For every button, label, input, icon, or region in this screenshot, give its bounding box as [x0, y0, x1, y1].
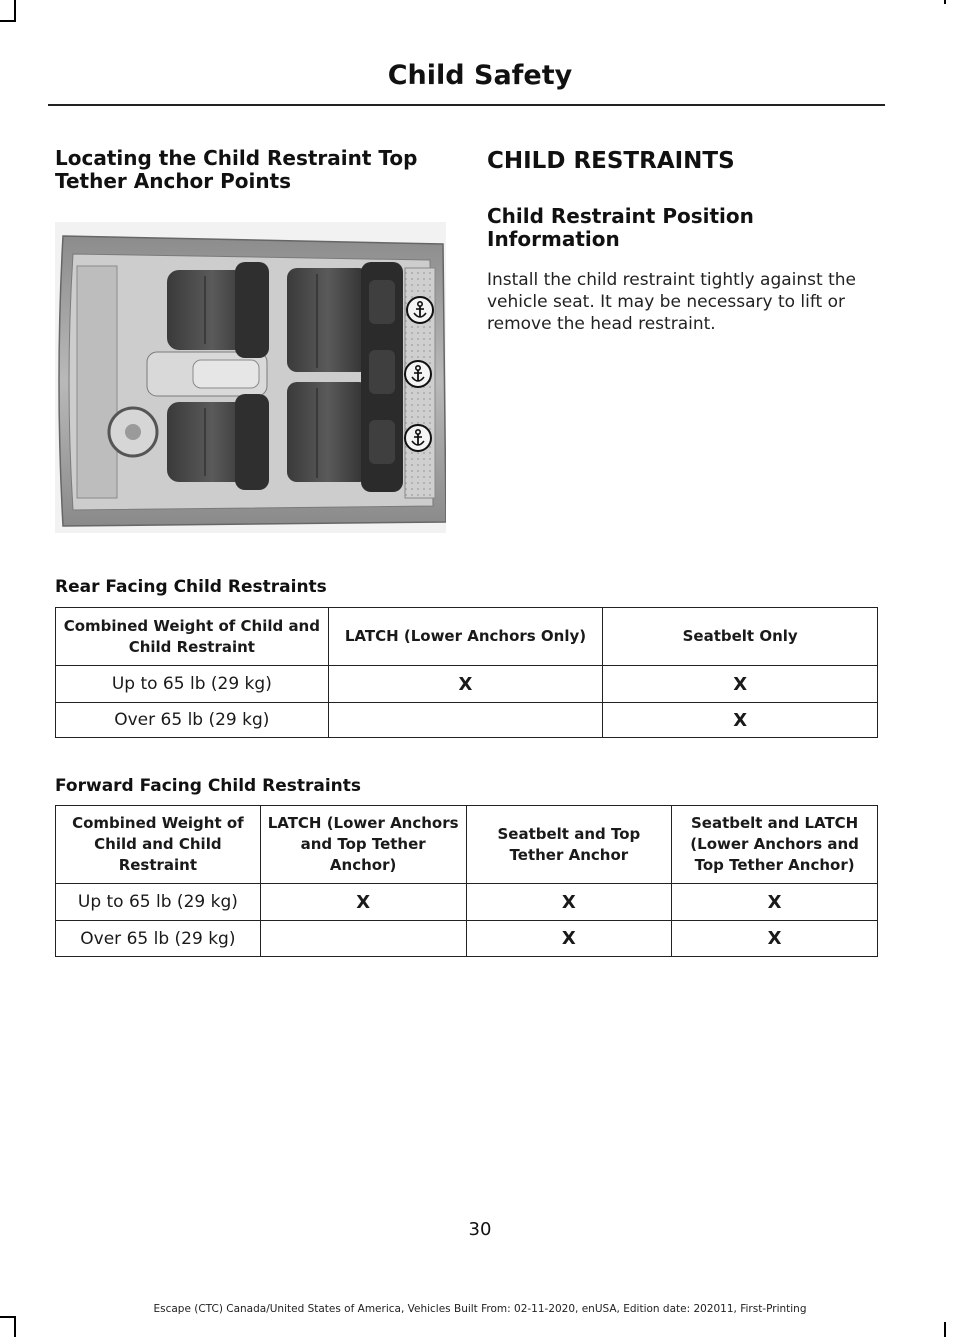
anchor-icon — [405, 361, 431, 387]
anchor-icon — [405, 425, 431, 451]
table-cell: X — [672, 921, 878, 957]
table-row — [56, 921, 878, 957]
table-cell: X — [672, 884, 878, 921]
page-number: 30 — [468, 1219, 492, 1240]
table-cell: X — [328, 666, 603, 703]
page-header-title: Child Safety — [387, 60, 573, 91]
table-cell: X — [603, 666, 878, 703]
table-cell: Over 65 lb (29 kg) — [56, 703, 329, 738]
rear-facing-table-title: Rear Facing Child Restraints — [55, 577, 327, 597]
column-header: Combined Weight of Child and Child Restraint — [56, 608, 329, 666]
column-header: Combined Weight of Child and Child Restraint — [56, 806, 261, 884]
column-header: Seatbelt Only — [603, 608, 878, 666]
column-header: LATCH (Lower Anchors and Top Tether Anchor) — [260, 806, 466, 884]
table-cell — [260, 921, 466, 957]
page-footer: Escape (CTC) Canada/United States of America, Vehicles Built From: 02-11-2020, enUSA, Edition date: 202011, First-Printing — [153, 1303, 807, 1315]
install-instructions-paragraph: Install the child restraint tightly against the vehicle seat. It may be necessary to lift or remove the head restraint. — [487, 270, 856, 334]
section-heading-tether-anchors: Locating the Child Restraint Top Tether Anchor Points — [55, 146, 418, 193]
rear-facing-table — [55, 607, 878, 738]
column-header: LATCH (Lower Anchors Only) — [328, 608, 603, 666]
forward-facing-table — [55, 805, 878, 957]
crop-mark-top-left-v — [14, 0, 16, 22]
table-row — [56, 666, 878, 703]
crop-mark-top-left-h — [0, 20, 16, 22]
crop-mark-bottom-left-v — [14, 1318, 16, 1337]
table-cell — [328, 703, 603, 738]
anchor-icon — [407, 297, 433, 323]
subheading-position-information: Child Restraint Position Information — [487, 204, 754, 251]
column-header: Seatbelt and LATCH (Lower Anchors and Top Tether Anchor) — [672, 806, 878, 884]
header-divider — [48, 104, 885, 106]
table-row — [56, 884, 878, 921]
table-cell: Up to 65 lb (29 kg) — [56, 666, 329, 703]
table-cell: X — [260, 884, 466, 921]
crop-mark-bottom-left-h — [0, 1316, 16, 1318]
column-header: Seatbelt and Top Tether Anchor — [466, 806, 672, 884]
table-cell: X — [466, 884, 672, 921]
table-cell: X — [466, 921, 672, 957]
table-cell: Up to 65 lb (29 kg) — [56, 884, 261, 921]
table-header-row — [56, 608, 878, 666]
table-cell: X — [603, 703, 878, 738]
vehicle-top-view-illustration — [55, 222, 446, 533]
table-cell: Over 65 lb (29 kg) — [56, 921, 261, 957]
vehicle-interior-svg — [55, 222, 446, 533]
crop-mark-top-right — [944, 0, 946, 4]
table-row — [56, 703, 878, 738]
table-header-row — [56, 806, 878, 884]
section-heading-child-restraints: CHILD RESTRAINTS — [487, 148, 735, 174]
forward-facing-table-title: Forward Facing Child Restraints — [55, 776, 362, 796]
crop-mark-bottom-right — [944, 1322, 946, 1337]
